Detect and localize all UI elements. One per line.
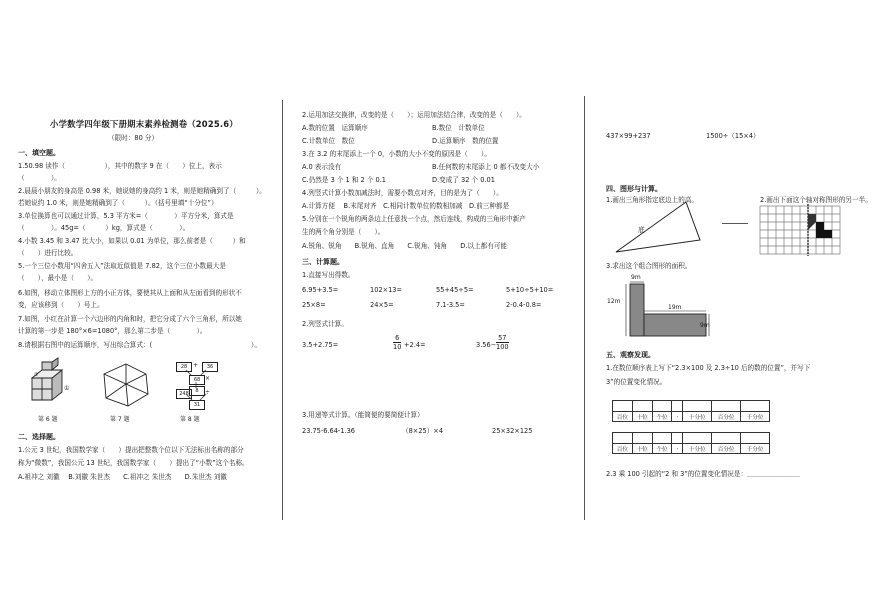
figure-8-caption: 第 8 题 (180, 416, 200, 423)
calc-r1b: 102×13= (370, 286, 403, 294)
column-divider-2 (584, 96, 585, 520)
q8-line: 8.请根据右图中的运算顺序，写出综合算式：( ）。 (18, 341, 261, 349)
triangle-base-label: 底 (638, 226, 645, 234)
choice-q3-opt-c: C.仍然是 3 个 1 和 2 个 0.1 (302, 176, 387, 184)
choice-q2-opt-d: D.运算顺序 数的位置 (432, 137, 499, 145)
choice-q3-opt-b: B.任何数的末尾添上 0 都不改变大小 (432, 163, 540, 171)
table-row (613, 444, 770, 454)
cell-empty[interactable] (632, 401, 652, 412)
cell-empty[interactable] (712, 433, 741, 444)
column-divider-1 (282, 100, 283, 520)
header-cell: 十分位 (683, 412, 712, 422)
header-cell: 十位 (632, 412, 652, 422)
cell-empty[interactable] (741, 401, 770, 412)
fraction-denominator: 100 (496, 343, 509, 351)
tree-node-8: 8 (189, 386, 205, 396)
expr-2: （8×25）×4 (402, 427, 444, 435)
header-cell: 个位 (652, 444, 672, 454)
cell-empty[interactable] (652, 433, 672, 444)
cell-empty[interactable] (652, 401, 672, 412)
choice-q5-options: A.锐角、锐角 B.锐角、直角 C.锐角、钝角 D.以上都有可能 (302, 242, 508, 250)
q4-line1: 4.小数 3.45 和 3.47 比大小，如果以 0.01 为单位，那么前者是（ ）和 (18, 237, 246, 245)
q7-line2: 计算的第一步是 180°×6=1080°，那么第二步是（ ）。 (18, 327, 207, 335)
vertical-calc-3-left: 3.56− (476, 341, 497, 349)
section-calculation: 三、计算题。 (302, 258, 344, 266)
cell-empty[interactable] (712, 401, 741, 412)
q3-line1: 3.单位换算也可以通过计算，5.3 平方米=（ ）平方分米，算式是 (18, 212, 234, 220)
calc-r1d: 5+10÷5+10= (506, 286, 554, 294)
vertical-calc-2-rest: +2.4= (404, 341, 426, 349)
tree-op-plus: + (193, 362, 199, 369)
tree-op-div: ÷ (205, 389, 211, 396)
header-cell: 个位 (652, 412, 672, 422)
section-choice: 二、选择题。 (18, 433, 60, 441)
calc-r2c: 7.1-3.5= (436, 301, 465, 309)
table-row (613, 401, 770, 412)
choice-q5-line1: 5.分别在一个锐角的两条边上任意找一个点，然后连线，构成的三角形中新产 (302, 215, 526, 223)
tree-node-31: 31 (189, 400, 205, 410)
choice-q1-line2: 称为“微数”，我国公元 13 世纪，我国数学家（ ）提出了“小数”这个名称。 (18, 459, 249, 467)
symmetry-grid (760, 206, 840, 254)
tree-node-28: 28 (176, 362, 192, 372)
calc-sub1: 1.直接写出得数。 (302, 271, 355, 279)
observe-q1-line1: 1.在数位顺序表上写下“2.3×100 及 2.3÷10 后的数的位置”，并写下 (606, 364, 811, 372)
figure-7-hexagon (100, 362, 152, 408)
composite-shape (620, 280, 712, 340)
cell-empty[interactable] (613, 433, 633, 444)
choice-q1-options: A.祖冲之 刘徽 B.刘徽 朱世杰 C.祖冲之 朱世杰 D.朱世杰 刘徽 (18, 473, 227, 481)
tree-op-times: × (205, 375, 211, 382)
header-cell: 百位 (613, 412, 633, 422)
choice-q5-line2: 生的两个角分别是（ ）。 (302, 228, 385, 236)
tree-node-68: 68 (189, 375, 205, 385)
observe-q1-line2: 3”的位置变化情况。 (606, 378, 667, 386)
dim-12m: 12m (607, 298, 621, 305)
calc-r1a: 6.95+3.5= (302, 286, 339, 294)
choice-q4: 4.列竖式计算小数加减法时，需要小数点对齐，目的是为了（ ）。 (302, 189, 503, 197)
calc-sub2: 2.列竖式计算。 (302, 320, 348, 328)
choice-q3-opt-a: A.0 表示没有 (302, 163, 342, 171)
q6-line2: 变，应该移到（ ）号上。 (18, 301, 104, 309)
tree-node-36: 36 (202, 362, 218, 372)
q7-line1: 7.如图，小红在計算一个六边形的内角和时，把它分成了六个三角形，所以她 (18, 315, 242, 323)
header-cell: · (672, 412, 683, 422)
section-observe: 五、观察发现。 (606, 351, 655, 359)
choice-q2-opt-c: C.计数单位 数位 (302, 137, 355, 145)
q1-line1: 1.50.98 读作（ ），其中的数字 9 在（ ）位上，表示 (18, 162, 222, 170)
choice-q1-line1: 1.公元 3 世纪，我国数学家（ ）提出把整数个位以下无法标出名称的部分 (18, 446, 244, 454)
dim-9m-top: 9m (631, 274, 641, 281)
svg-text:①: ① (64, 385, 70, 392)
header-cell: 百分位 (712, 412, 741, 422)
header-cell: 千分位 (741, 412, 770, 422)
cell-empty[interactable] (672, 433, 683, 444)
q6-line1: 6.如图，移动立体图形上方的小正方体，要使其从上面和从左面看到的形状不 (18, 289, 242, 297)
calc-r2d: 2-0.4-0.8= (506, 301, 542, 309)
q4-line2: （ ）进行比较。 (18, 249, 78, 257)
calc-sub3: 3.用递等式计算。（能简便的要简便计算） (302, 411, 424, 419)
figure-7-caption: 第 7 题 (110, 416, 130, 423)
choice-q4-options: A.计算方便 B.末尾对齐 C.相同计数单位的数相加减 D.前三种都是 (302, 202, 510, 210)
place-value-table-1 (612, 400, 770, 422)
fraction-57-100 (496, 334, 509, 351)
cell-empty[interactable] (613, 401, 633, 412)
choice-q2-opt-b: B.数位 计数单位 (432, 124, 485, 132)
choice-q3: 3.在 3.2 的末尾添上一个 0，小数的大小不变的原因是（ ）。 (302, 150, 491, 158)
q2-line2: 若她说约 1.0 米，则是她精确到了（ ）。（括号里填“十分位”） (18, 199, 218, 207)
expr-1: 23.75-6.64-1.36 (302, 427, 355, 435)
cell-empty[interactable] (683, 401, 712, 412)
geometry-q2: 2.画出下面这个轴对称图形的另一半。 (760, 196, 872, 204)
dim-9m-right: 9m (700, 322, 710, 329)
header-cell: · (672, 444, 683, 454)
table-row (613, 433, 770, 444)
fraction-numerator: 57 (496, 334, 509, 343)
header-cell: 千分位 (741, 444, 770, 454)
geometry-q3: 3.求出这个组合图形的面积。 (606, 262, 692, 270)
q3-line2: （ ）。45g=（ ）kg，算式是（ ）。 (18, 224, 190, 232)
top-expr-1: 437×99+237 (606, 132, 651, 140)
dim-19m: 19m (668, 304, 682, 311)
table-row (613, 412, 770, 422)
section-fill-blank: 一、填空题。 (18, 149, 60, 157)
header-cell: 十位 (632, 444, 652, 454)
fraction-denominator: 10 (393, 343, 402, 351)
figure-8-tree (172, 362, 222, 412)
figure-6-cubes (28, 360, 80, 404)
place-value-table-2 (612, 432, 770, 454)
svg-text:②: ② (34, 372, 39, 378)
top-expr-2: 1500÷（15×4） (706, 132, 760, 140)
cell-empty[interactable] (632, 433, 652, 444)
choice-q2: 2.运用加法交换律，改变的是（ ）；运用加法结合律，改变的是（ ）。 (302, 111, 526, 119)
vertical-calc-1: 3.5+2.75= (302, 341, 339, 349)
q5-line2: （ ），最小是（ ）。 (18, 274, 98, 282)
choice-q2-opt-a: A.数的位置 运算顺序 (302, 124, 368, 132)
tree-node-248: 248 (176, 389, 192, 399)
observe-q2: 2.3 乘 100 引起的“2 和 3”的位置变化情况是：＿＿＿＿＿＿＿＿ (606, 470, 800, 478)
calc-r2b: 24×5= (370, 301, 394, 309)
calc-r1c: 55+45÷5= (436, 286, 474, 294)
q5-line1: 5.一个三位小数用“四舍五入”法取近似值是 7.82，这个三位小数最大是 (18, 262, 226, 270)
header-cell: 百位 (613, 444, 633, 454)
expr-3: 25×32×125 (492, 427, 533, 435)
time-limit: （限时：80 分） (108, 134, 159, 142)
calc-r2a: 25×8= (302, 301, 326, 309)
cell-empty[interactable] (741, 433, 770, 444)
q2-line1: 2.晨晨小朋友的身高是 0.98 米，她说她的身高约 1 米，则是她精确到了（ ）。 (18, 187, 266, 195)
cell-empty[interactable] (672, 401, 683, 412)
answer-line (722, 223, 748, 224)
fraction-numerator: 6 (393, 334, 401, 343)
figure-6-caption: 第 6 题 (38, 416, 58, 423)
cell-empty[interactable] (683, 433, 712, 444)
q1-line2: （ ）。 (18, 174, 61, 182)
header-cell: 百分位 (712, 444, 741, 454)
header-cell: 十分位 (683, 444, 712, 454)
page-title: 小学数学四年级下册期末素养检测卷（2025.6） (50, 119, 238, 129)
geometry-q1: 1.画出三角形指定底边上的高。 (606, 196, 699, 204)
choice-q3-opt-d: D.变成了 32 个 0.01 (432, 176, 495, 184)
section-geometry: 四、图形与计算。 (606, 185, 662, 193)
triangle-figure (612, 200, 702, 256)
fraction-6-10 (393, 334, 401, 351)
